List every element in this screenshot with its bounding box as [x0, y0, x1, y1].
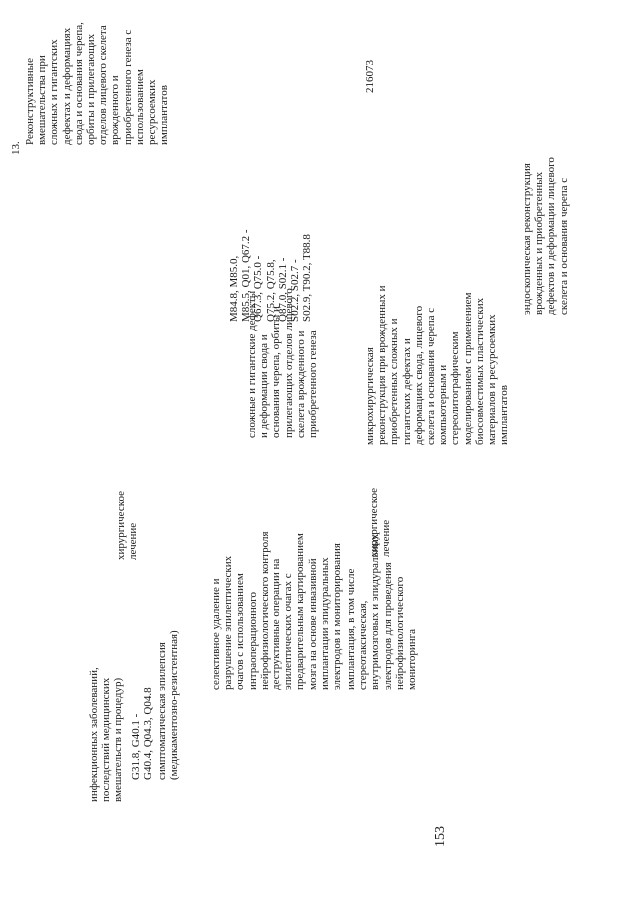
row-method-1: микрохирургическая реконструкция при врожденных и приобретенных сложных и гигантских дефектах и деформациях свода, лицевого скелета и основания черепа с компьютерным и стереолитографическим моделированием с применением биосовместимых пластических материалов и ресурсоемких имплантатов: [364, 285, 511, 445]
document-number: 216073: [364, 60, 376, 93]
row-number: 13.: [10, 141, 22, 155]
continued-patient-model: симптоматическая эпилепсия (медикаментозно-резистентная): [156, 630, 181, 780]
continued-icd-codes: G31.8, G40.1 - G40.4, Q04.3, Q04.8: [130, 687, 155, 780]
continued-treatment-type: хирургическое лечение: [115, 490, 140, 560]
row-patient-model: сложные и гигантские дефекты и деформации свода и основания черепа, орбиты и прилегающих отделов лицевого скелета врожденного и приобретенного генеза: [246, 288, 320, 438]
page-number: 153: [433, 826, 448, 847]
continued-method-1: селективное удаление и разрушение эпилептических очагов с использованием интраоперационного нейрофизиологического контроля: [210, 531, 271, 690]
continued-method-2: деструктивные операции на эпилептических очагах с предварительным картированием мозга на основе инвазивной имплантации эпидуральных электродов и мониторирования: [270, 533, 344, 690]
row-treatment-type: хирургическое лечение: [368, 487, 393, 557]
continued-method-3: имплантация, в том числе стереотаксическая, внутримозговых и эпидуральных электродов для проведения нейрофизиологического мониторинга: [345, 533, 419, 690]
row-icd-codes: M84.8, M85.0, M85.5, Q01, Q67.2 - Q67.3, Q75.0 - Q75.2, Q75.8, Q87.0, S02.1 - S02.2, S02.7 - S02.9, T90.2, T88.8: [228, 229, 314, 322]
row-name: Реконструктивные вмешательства при сложных и гигантских дефектах и деформациях свода и основания черепа, орбиты и прилегающих отделов лицевого скелета врожденного и приобретенного генеза с использованием ресурсоемких имплантатов: [24, 22, 171, 145]
continued-condition-text: инфекционных заболеваний, последствий медицинских вмешательств и процедур): [88, 667, 125, 802]
row-method-2: эндоскопическая реконструкция врожденных и приобретенных дефектов и деформации лицевого скелета и основания черепа с: [521, 157, 570, 315]
